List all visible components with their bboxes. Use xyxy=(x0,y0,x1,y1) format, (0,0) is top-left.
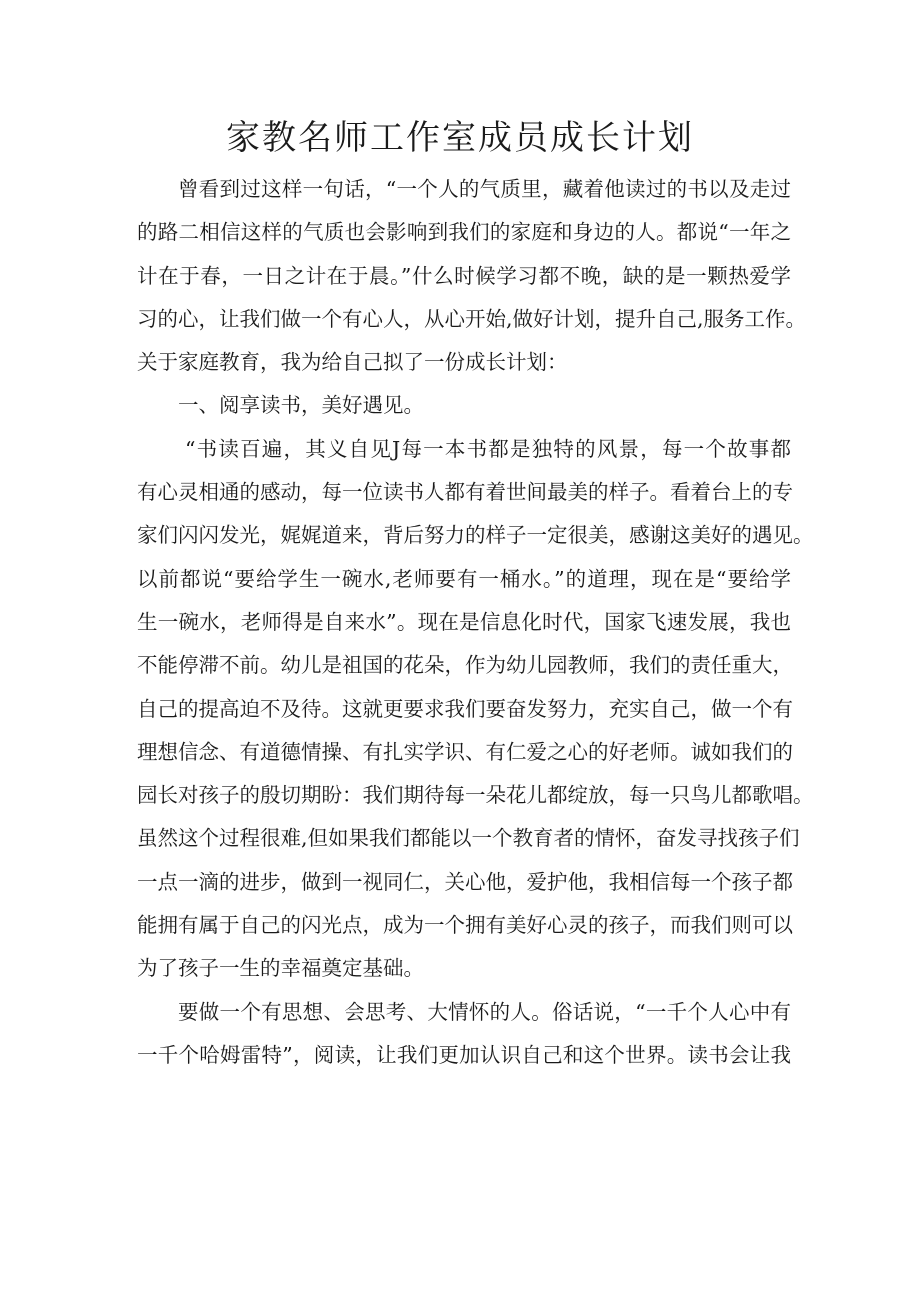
paragraph-line: 自己的提高迫不及待。这就更要求我们要奋发努力，充实自己，做一个有 xyxy=(137,696,793,721)
paragraph-line: 曾看到过这样一句话，“一个人的气质里，藏着他读过的书以及走过 xyxy=(178,177,791,201)
document-body xyxy=(137,168,814,1077)
paragraph-line: 家们闪闪发光，娓娓道来，背后努力的样子一定很美，感谢这美好的遇见。 xyxy=(137,523,814,548)
paragraph-line: 以前都说“要给学生一碗水,老师要有一桶水。”的道理，现在是“要给学 xyxy=(137,566,791,591)
paragraph-line: 一点一滴的进步，做到一视同仁，关心他，爱护他，我相信每一个孩子都 xyxy=(137,869,793,894)
paragraph-line: 能拥有属于自己的闪光点，成为一个拥有美好心灵的孩子，而我们则可以 xyxy=(137,913,793,938)
paragraph-line: 园长对孩子的殷切期盼：我们期待每一朵花儿都绽放，每一只鸟儿都歌唱。 xyxy=(137,783,814,808)
paragraph-line: 的路二相信这样的气质也会影响到我们的家庭和身边的人。都说“一年之 xyxy=(137,220,791,245)
section-heading: 一、阅享读书，美好遇见。 xyxy=(178,393,424,418)
paragraph-line: 虽然这个过程很难,但如果我们都能以一个教育者的情怀，奋发寻找孩子们 xyxy=(137,826,800,851)
paragraph-line: 为了孩子一生的幸福奠定基础。 xyxy=(137,956,424,981)
paragraph-line: 一千个哈姆雷特”，阅读，让我们更加认识自己和这个世界。读书会让我 xyxy=(137,1042,791,1067)
paragraph-line: 有心灵相通的感动，每一位读书人都有着世间最美的样子。看着台上的专 xyxy=(137,480,793,505)
paragraph-line: 关于家庭教育，我为给自己拟了一份成长计划： xyxy=(137,350,568,375)
paragraph-line: 计在于春，一日之计在于晨。”什么时候学习都不晚，缺的是一颗热爱学 xyxy=(137,263,791,288)
paragraph-line: 要做一个有思想、会思考、大情怀的人。俗话说，“一千个人心中有 xyxy=(178,999,791,1024)
paragraph-line: 习的心，让我们做一个有心人，从心开始,做好计划，提升自己,服务工作。 xyxy=(137,306,807,331)
paragraph-line: 生一碗水，老师得是自来水”。现在是信息化时代，国家飞速发展，我也 xyxy=(137,609,791,634)
paragraph-line: 理想信念、有道德情操、有扎实学识、有仁爱之心的好老师。诚如我们的 xyxy=(137,739,793,764)
document-title: 家教名师工作室成员成长计划 xyxy=(226,118,694,158)
paragraph-line: “书读百遍，其义自见J每一本书都是独特的风景，每一个故事都 xyxy=(185,436,791,461)
paragraph-line: 不能停滞不前。幼儿是祖国的花朵，作为幼儿园教师，我们的责任重大， xyxy=(137,653,793,678)
